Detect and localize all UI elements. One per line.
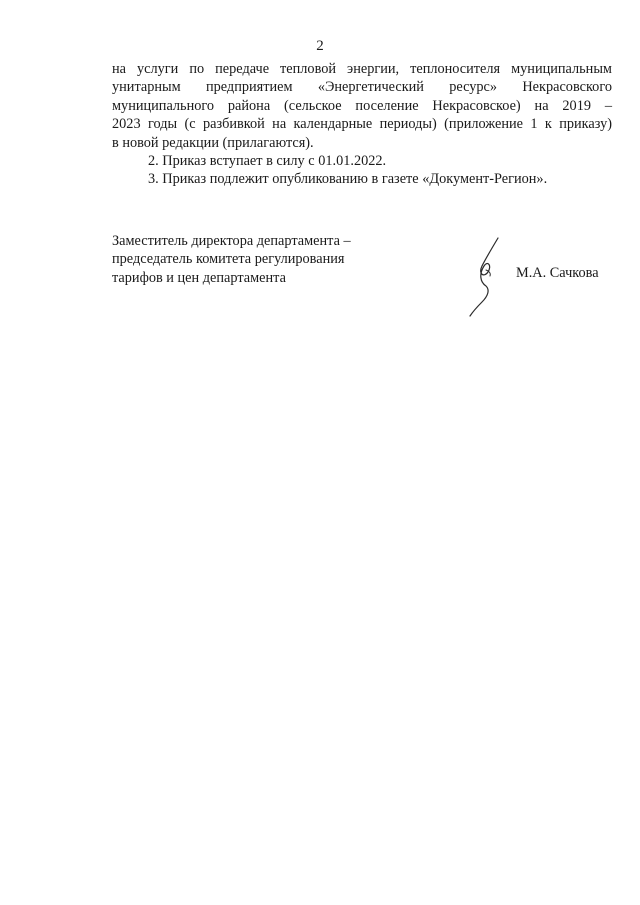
item-2-effective-date: 2. Приказ вступает в силу с 01.01.2022. [148,153,387,170]
page-number: 2 [316,38,324,54]
paragraph-line: 2023 годы (с разбивкой на календарные периоды) (приложение 1 к приказу) [112,116,612,133]
body-text [112,60,612,189]
handwritten-signature [462,234,512,318]
item-3-publication: 3. Приказ подлежит опубликованию в газете «Документ-Регион». [148,171,548,188]
signatory-title-line: тарифов и цен департамента [112,269,286,286]
paragraph-line: на услуги по передаче тепловой энергии, теплоносителя муниципальным [112,61,612,77]
signatory-title [112,232,351,287]
signatory-name: М.А. Сачкова [516,265,599,281]
paragraph-line: унитарным предприятием «Энергетический ресурс» Некрасовского [112,79,612,96]
paragraph-continuation [112,60,612,152]
paragraph-line: в новой редакции (прилагаются). [112,134,314,151]
signatory-title-line: председатель комитета регулирования [112,251,345,268]
signatory-title-line: Заместитель директора департамента – [112,233,351,249]
paragraph-line: муниципального района (сельское поселение Некрасовское) на 2019 – [112,97,612,114]
